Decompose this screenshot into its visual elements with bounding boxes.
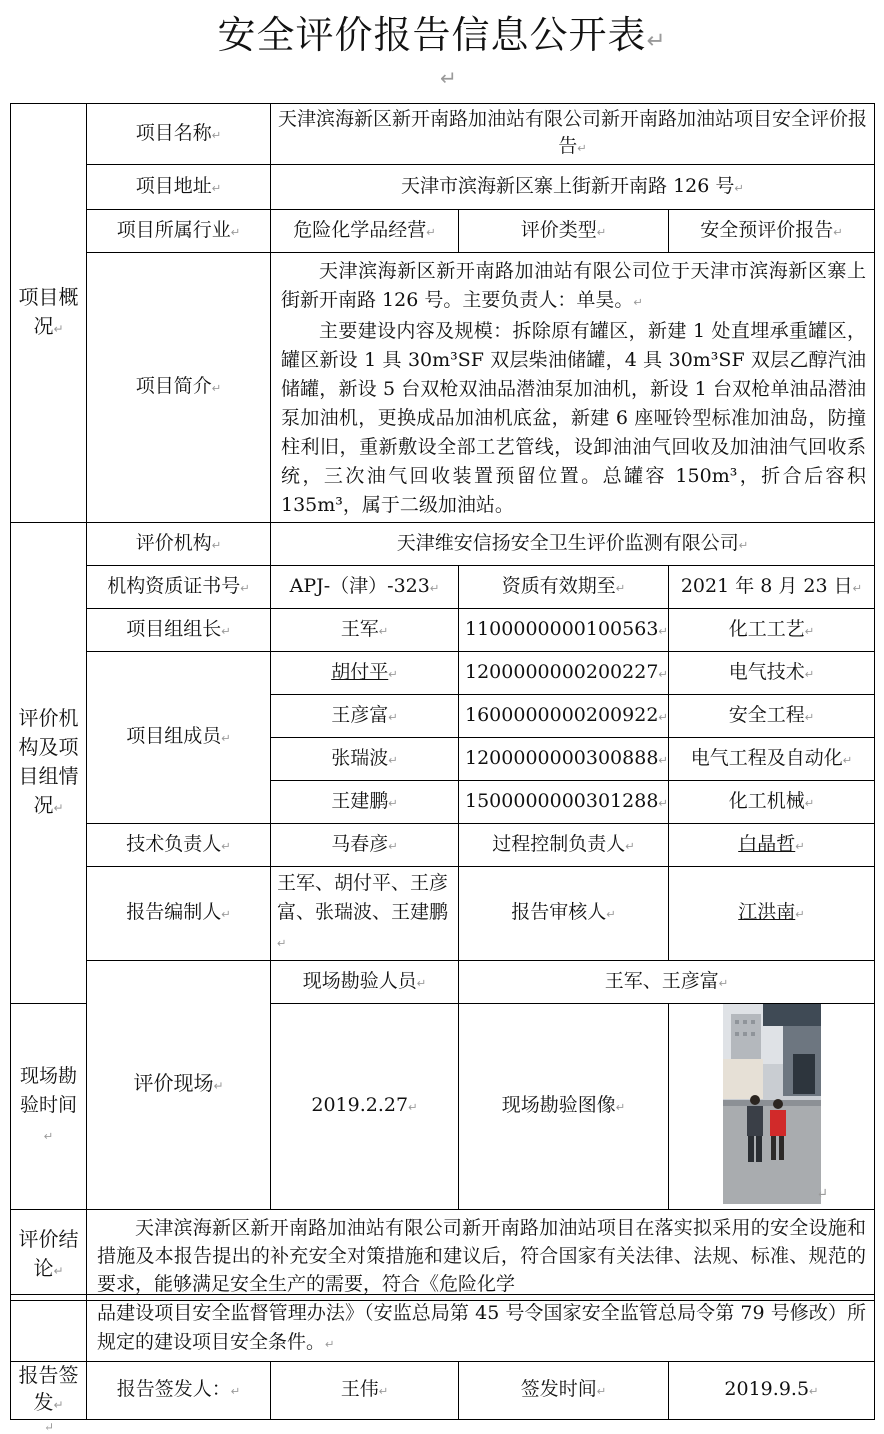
site-staff-label: 现场勘验人员↵ xyxy=(271,961,459,1004)
section-overview: 项目概况↵ xyxy=(11,104,87,523)
info-table-continued xyxy=(10,1294,875,1420)
person-specialty: 电气技术↵ xyxy=(669,652,875,695)
intro-paragraph-2: 主要建设内容及规模：拆除原有罐区，新建 1 处直埋承重罐区，罐区新设 1 具 30m³SF 双层柴油储罐，4 具 30m³SF 双层乙醇汽油储罐，新设 5 台双枪双油品潜油泵加油机，新设 1 台双枪单油品潜油泵加油机，更换成品加油机底盆，新建 6 座哑铃型标准加油岛，防撞柱利旧，重新敷设全部工艺管线，设卸油油气回收及加油油气回收系统，三次油气回收装置预留位置。总罐容 150m³，折合后容积 135m³，属于二级加油站。 xyxy=(281,320,866,516)
tech-label: 技术负责人↵ xyxy=(87,824,271,867)
issue-date-label: 签发时间↵ xyxy=(459,1362,669,1420)
cert-label: 机构资质证书号↵ xyxy=(87,566,271,609)
conclusion-text-continued: 品建设项目安全监督管理办法》（安监总局第 45 号令国家安全监管总局令第 79 号修改）所规定的建设项目安全条件。↵ xyxy=(87,1295,875,1362)
agency-value: 天津维安信扬安全卫生评价监测有限公司↵ xyxy=(271,523,875,566)
project-name-value: 天津滨海新区新开南路加油站有限公司新开南路加油站项目安全评价报告↵ xyxy=(271,104,875,165)
section-conclusion: 评价结论↵ xyxy=(11,1210,87,1301)
person-cert-id: 1600000000200922↵ xyxy=(459,695,669,738)
person-name: 王彦富↵ xyxy=(271,695,459,738)
person-specialty: 化工工艺↵ xyxy=(669,609,875,652)
person-cert-id: 1200000000200227↵ xyxy=(459,652,669,695)
reviewer-value: 江洪南↵ xyxy=(669,867,875,961)
issue-date-value: 2019.9.5↵ xyxy=(669,1362,875,1420)
site-image-label: 现场勘验图像↵ xyxy=(459,1004,669,1210)
page-title: 安全评价报告信息公开表↵ xyxy=(217,13,667,57)
person-name: 王建鹏↵ xyxy=(271,781,459,824)
section-site: 评价现场↵ xyxy=(87,961,271,1210)
process-label: 过程控制负责人↵ xyxy=(459,824,669,867)
valid-label: 资质有效期至↵ xyxy=(459,566,669,609)
info-table xyxy=(10,103,875,1301)
eval-type-label: 评价类型↵ xyxy=(459,210,669,253)
writer-value: 王军、胡付平、王彦富、张瑞波、王建鹏↵ xyxy=(271,867,459,961)
intro-value xyxy=(271,253,875,523)
cert-value: APJ-（津）-323↵ xyxy=(271,566,459,609)
signer-value: 王伟↵ xyxy=(271,1362,459,1420)
person-name: 胡付平↵ xyxy=(271,652,459,695)
paragraph-mark: ↵ xyxy=(44,1420,55,1434)
project-address-label: 项目地址↵ xyxy=(87,165,271,210)
person-specialty: 安全工程↵ xyxy=(669,695,875,738)
site-staff-value: 王军、王彦富↵ xyxy=(459,961,875,1004)
project-address-value: 天津市滨海新区寨上街新开南路 126 号↵ xyxy=(271,165,875,210)
person-cert-id: 1100000000100563↵ xyxy=(459,609,669,652)
person-specialty: 电气工程及自动化↵ xyxy=(669,738,875,781)
agency-label: 评价机构↵ xyxy=(87,523,271,566)
member-label: 项目组成员↵ xyxy=(87,652,271,824)
person-cert-id: 1500000000301288↵ xyxy=(459,781,669,824)
person-specialty: 化工机械↵ xyxy=(669,781,875,824)
leader-label: 项目组组长↵ xyxy=(87,609,271,652)
site-photo xyxy=(723,1004,821,1204)
industry-label: 项目所属行业↵ xyxy=(87,210,271,253)
project-name-label: 项目名称↵ xyxy=(87,104,271,165)
site-image-cell: ↵ xyxy=(669,1004,875,1210)
paragraph-mark: ↵ xyxy=(440,66,457,90)
industry-value: 危险化学品经营↵ xyxy=(271,210,459,253)
reviewer-label: 报告审核人↵ xyxy=(459,867,669,961)
site-time-label: 现场勘验时间↵ xyxy=(11,1004,87,1210)
process-value: 白晶哲↵ xyxy=(669,824,875,867)
intro-label: 项目简介↵ xyxy=(87,253,271,523)
intro-paragraph-1: 天津滨海新区新开南路加油站有限公司位于天津市滨海新区寨上街新开南路 126 号。主要负责人：单昊。↵ xyxy=(281,260,866,311)
writer-label: 报告编制人↵ xyxy=(87,867,271,961)
signer-label: 报告签发人：↵ xyxy=(87,1362,271,1420)
section-issue: 报告签发↵ xyxy=(11,1362,87,1420)
valid-value: 2021 年 8 月 23 日↵ xyxy=(669,566,875,609)
tech-value: 马春彦↵ xyxy=(271,824,459,867)
person-name: 张瑞波↵ xyxy=(271,738,459,781)
site-time-value: 2019.2.27↵ xyxy=(271,1004,459,1210)
person-cert-id: 1200000000300888↵ xyxy=(459,738,669,781)
eval-type-value: 安全预评价报告↵ xyxy=(669,210,875,253)
section-org: 评价机构及项目组情况↵ xyxy=(11,523,87,1004)
person-name: 王军↵ xyxy=(271,609,459,652)
conclusion-text: 天津滨海新区新开南路加油站有限公司新开南路加油站项目在落实拟采用的安全设施和措施及本报告提出的补充安全对策措施和建议后，符合国家有关法律、法规、标准、规范的要求，能够满足安全生产的需要，符合《危险化学 xyxy=(87,1210,875,1301)
